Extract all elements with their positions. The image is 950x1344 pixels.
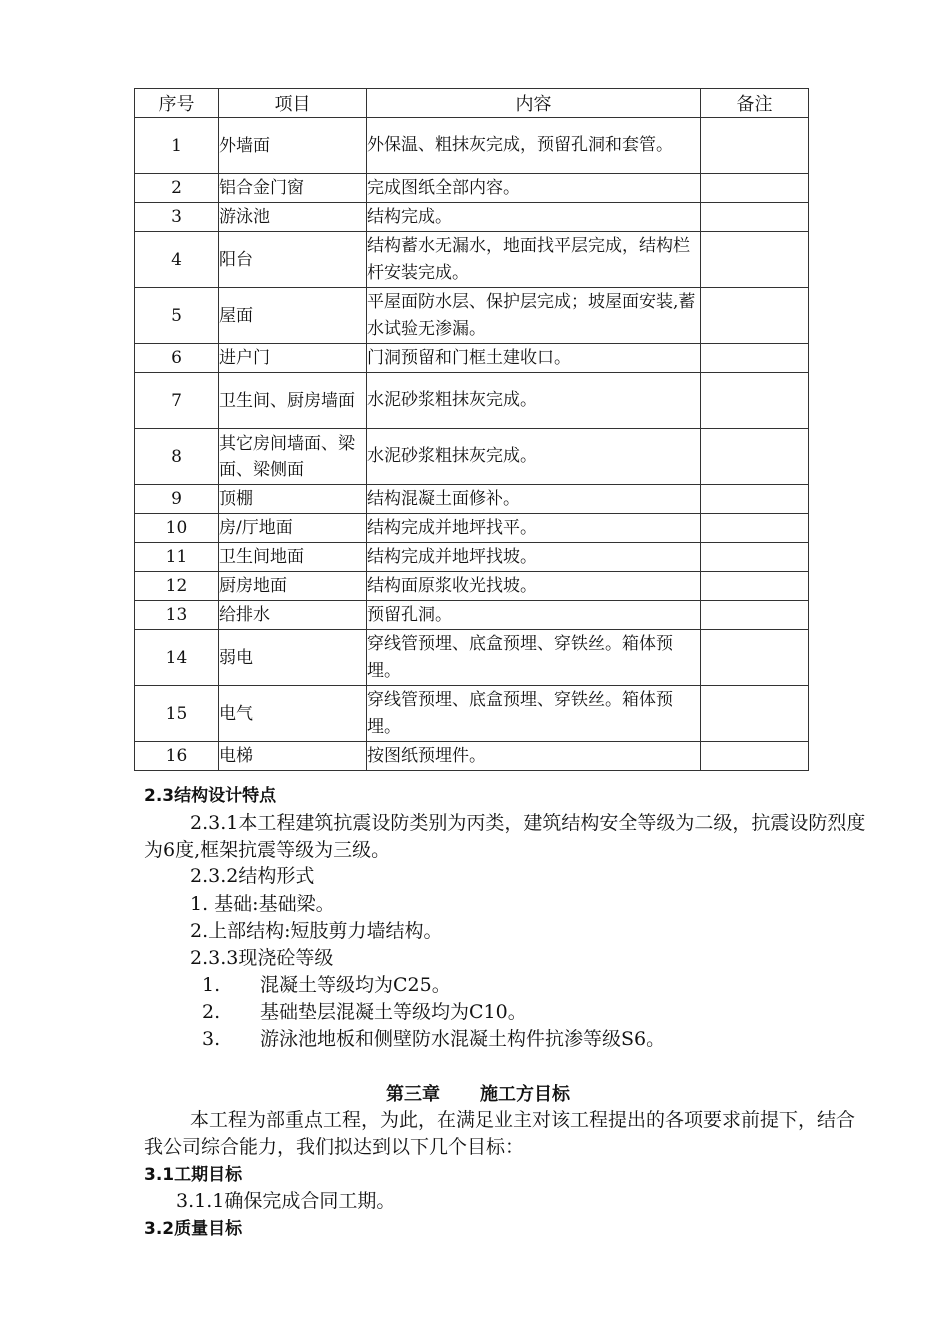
row-no: 9 bbox=[135, 485, 219, 514]
table-row bbox=[135, 686, 809, 742]
row-no: 1 bbox=[135, 118, 219, 174]
row-no: 14 bbox=[135, 630, 219, 686]
row-content: 结构混凝土面修补。 bbox=[367, 485, 701, 514]
paragraph-2-3-3: 2.3.3现浇砼等级 bbox=[190, 947, 334, 969]
row-note bbox=[701, 429, 809, 485]
row-content: 门洞预留和门框土建收口。 bbox=[367, 344, 701, 373]
table-row bbox=[135, 485, 809, 514]
row-item: 游泳池 bbox=[219, 203, 367, 232]
list-text: 混凝土等级均为C25。 bbox=[260, 974, 451, 996]
table-row bbox=[135, 203, 809, 232]
list-number: 2. bbox=[202, 1001, 221, 1023]
row-content: 穿线管预埋、底盒预埋、穿铁丝。箱体预埋。 bbox=[367, 686, 701, 742]
row-content: 穿线管预埋、底盒预埋、穿铁丝。箱体预埋。 bbox=[367, 630, 701, 686]
row-item: 顶棚 bbox=[219, 485, 367, 514]
row-note bbox=[701, 174, 809, 203]
list-text: 基础垫层混凝土等级均为C10。 bbox=[260, 1001, 527, 1023]
table-row bbox=[135, 344, 809, 373]
row-item: 外墙面 bbox=[219, 118, 367, 174]
row-note bbox=[701, 572, 809, 601]
table-row bbox=[135, 373, 809, 429]
row-note bbox=[701, 288, 809, 344]
chapter-label: 第三章 bbox=[386, 1084, 440, 1105]
header-no: 序号 bbox=[135, 89, 219, 118]
section-3-1-heading: 3.1工期目标 bbox=[144, 1165, 243, 1185]
row-item: 厨房地面 bbox=[219, 572, 367, 601]
row-no: 10 bbox=[135, 514, 219, 543]
row-note bbox=[701, 630, 809, 686]
row-no: 11 bbox=[135, 543, 219, 572]
row-no: 7 bbox=[135, 373, 219, 429]
row-content: 预留孔洞。 bbox=[367, 601, 701, 630]
row-no: 16 bbox=[135, 742, 219, 771]
header-content: 内容 bbox=[367, 89, 701, 118]
progress-table bbox=[134, 88, 809, 771]
header-item: 项目 bbox=[219, 89, 367, 118]
row-item: 房/厅地面 bbox=[219, 514, 367, 543]
concrete-list-item bbox=[202, 1027, 665, 1052]
row-note bbox=[701, 543, 809, 572]
row-no: 6 bbox=[135, 344, 219, 373]
row-note bbox=[701, 203, 809, 232]
row-content: 外保温、粗抹灰完成，预留孔洞和套管。 bbox=[367, 118, 701, 174]
table-row bbox=[135, 232, 809, 288]
row-item: 其它房间墙面、梁面、梁侧面 bbox=[219, 429, 367, 485]
row-no: 5 bbox=[135, 288, 219, 344]
table-row bbox=[135, 174, 809, 203]
row-item: 卫生间、厨房墙面 bbox=[219, 373, 367, 429]
table-row bbox=[135, 543, 809, 572]
row-content: 按图纸预埋件。 bbox=[367, 742, 701, 771]
table-row bbox=[135, 514, 809, 543]
row-no: 13 bbox=[135, 601, 219, 630]
row-note bbox=[701, 232, 809, 288]
row-note bbox=[701, 373, 809, 429]
table-row bbox=[135, 742, 809, 771]
section-3-2-heading: 3.2质量目标 bbox=[144, 1219, 243, 1239]
table-row bbox=[135, 429, 809, 485]
paragraph-2-3-2: 2.3.2结构形式 bbox=[190, 865, 315, 887]
row-item: 阳台 bbox=[219, 232, 367, 288]
list-number: 3. bbox=[202, 1028, 221, 1050]
row-no: 15 bbox=[135, 686, 219, 742]
row-item: 给排水 bbox=[219, 601, 367, 630]
row-content: 结构完成并地坪找坡。 bbox=[367, 543, 701, 572]
row-no: 2 bbox=[135, 174, 219, 203]
row-note bbox=[701, 485, 809, 514]
chapter-3-intro: 本工程为部重点工程，为此，在满足业主对该工程提出的各项要求前提下，结合我公司综合能力，我们拟达到以下几个目标： bbox=[144, 1109, 856, 1158]
table-row bbox=[135, 118, 809, 174]
concrete-list-item bbox=[202, 973, 451, 998]
structure-item-1: 1. 基础:基础梁。 bbox=[190, 893, 335, 915]
structure-item-2: 2.上部结构:短肢剪力墙结构。 bbox=[190, 920, 443, 942]
row-no: 3 bbox=[135, 203, 219, 232]
row-note bbox=[701, 344, 809, 373]
row-content: 完成图纸全部内容。 bbox=[367, 174, 701, 203]
row-item: 屋面 bbox=[219, 288, 367, 344]
concrete-list-item bbox=[202, 1000, 527, 1025]
table-row bbox=[135, 572, 809, 601]
paragraph-3-1-1: 3.1.1确保完成合同工期。 bbox=[176, 1190, 396, 1212]
table-header-row bbox=[135, 89, 809, 118]
row-item: 电梯 bbox=[219, 742, 367, 771]
row-no: 8 bbox=[135, 429, 219, 485]
row-note bbox=[701, 686, 809, 742]
row-content: 平屋面防水层、保护层完成；坡屋面安装,蓄水试验无渗漏。 bbox=[367, 288, 701, 344]
row-item: 铝合金门窗 bbox=[219, 174, 367, 203]
row-content: 结构完成。 bbox=[367, 203, 701, 232]
table-row bbox=[135, 630, 809, 686]
row-content: 结构面原浆收光找坡。 bbox=[367, 572, 701, 601]
section-2-3-heading: 2.3结构设计特点 bbox=[144, 786, 277, 806]
list-number: 1. bbox=[202, 974, 221, 996]
row-no: 4 bbox=[135, 232, 219, 288]
paragraph-2-3-1: 2.3.1本工程建筑抗震设防类别为丙类，建筑结构安全等级为二级，抗震设防烈度为6度,框架抗震等级为三级。 bbox=[144, 812, 866, 861]
row-no: 12 bbox=[135, 572, 219, 601]
row-item: 电气 bbox=[219, 686, 367, 742]
chapter-3-heading bbox=[386, 1080, 570, 1106]
row-content: 水泥砂浆粗抹灰完成。 bbox=[367, 373, 701, 429]
row-note bbox=[701, 601, 809, 630]
row-note bbox=[701, 742, 809, 771]
row-note bbox=[701, 514, 809, 543]
row-content: 结构蓄水无漏水，地面找平层完成，结构栏杆安装完成。 bbox=[367, 232, 701, 288]
row-item: 卫生间地面 bbox=[219, 543, 367, 572]
row-item: 进户门 bbox=[219, 344, 367, 373]
table-row bbox=[135, 288, 809, 344]
row-content: 水泥砂浆粗抹灰完成。 bbox=[367, 429, 701, 485]
row-item: 弱电 bbox=[219, 630, 367, 686]
header-note: 备注 bbox=[701, 89, 809, 118]
row-content: 结构完成并地坪找平。 bbox=[367, 514, 701, 543]
list-text: 游泳池地板和侧壁防水混凝土构件抗渗等级S6。 bbox=[260, 1028, 666, 1050]
row-note bbox=[701, 118, 809, 174]
table-row bbox=[135, 601, 809, 630]
chapter-title: 施工方目标 bbox=[480, 1084, 570, 1105]
